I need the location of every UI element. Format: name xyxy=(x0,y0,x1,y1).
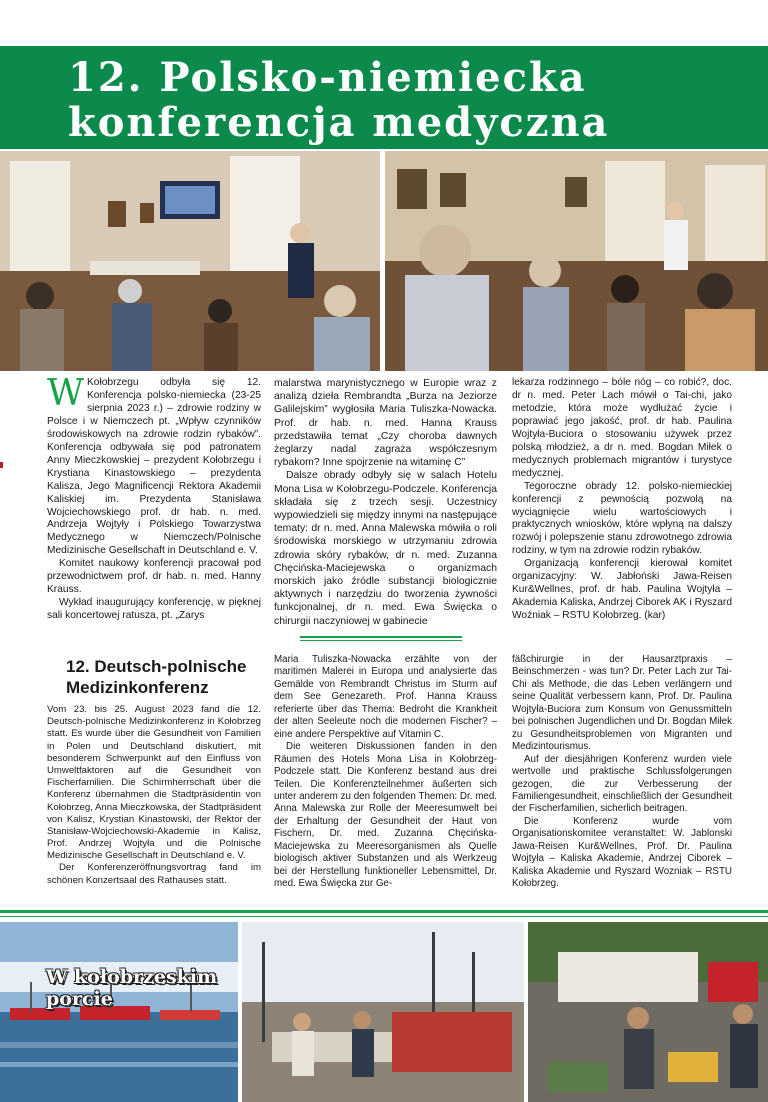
harbour-caption-line-2: porcie xyxy=(46,988,113,1010)
paragraph: Die weiteren Diskussionen fanden in den Räumen des Hotels Mona Lisa in Kołobrzeg-Podczele statt. Die Konferenz bestand aus drei Teilen. Die Konferenzteilnehmer äußerten sich unter anderem zu den folgenden Themen: Dr. med. Anna Malewska zur Rolle der Meeresumwelt bei der Erhaltung der Gesundheit der Haut von Fischern, Dr. med. Zuzanna Chęcińska-Maciejewska zu Meeresorganismen als Quelle biologisch aktiver Substanzen und als Werkzeug bei der Herstellung funktioneller Lebensmittel, Dr. med. Ewa Święcka zur Ge- xyxy=(274,741,497,890)
paragraph: malarstwa marynistycznego w Europie wraz z analizą dzieła Rembrandta „Burza na Jeziorze Galilejskim” wygłosiła Maria Tuliszka-Nowacka. Prof. dr hab. n. med. Hanna Krauss przedstawiła temat „Czy choroba dawnych żeglarzy nadal zagraża współczesnym rybakom? Inne spojrzenie na witaminę C” xyxy=(274,378,497,469)
paragraph: Auf der diesjährigen Konferenz wurden viele wertvolle und praktische Schlussfolgerungen gezogen, die zur Verbesserung der Familiengesundheit, einschließlich der Gesundheit der Fischerfamilien, sicherlich beitragen. xyxy=(512,753,732,815)
article-de-column-2 xyxy=(274,654,497,890)
paragraph: Komitet naukowy konferencji pracował pod przewodnictwem prof. dr hab. n. med. Hanny Krauss. xyxy=(47,558,261,596)
paragraph: fäßchirurgie in der Hausarztpraxis – Beinschmerzen - was tun? Dr. Peter Lach zur Tai-Chi als Methode, die das Leben verlängern und seine Qualität verbessern kann, Prof. Dr. Paulina Wojtyła-Buciora zum Konsum von Genussmitteln bei polnischen Jugendlichen und Dr. Bogdan Miłek zu Gesundheitsproblemen von Migranten und Medizintourismus. xyxy=(512,654,732,753)
headline-line-1: 12. Polsko-niemiecka xyxy=(68,54,587,101)
headline-line-2: konferencja medyczna xyxy=(68,99,610,146)
article-de-title-line-1: 12. Deutsch-polnische xyxy=(66,657,247,676)
harbour-caption-line-1: W kołobrzeskim xyxy=(46,966,218,988)
article-pl-column-3 xyxy=(512,377,732,635)
paragraph: lekarza rodzinnego – bóle nóg – co robić?, doc. dr n. med. Peter Lach mówił o Tai-chi, jako metodzie, która może wydłużać życie i poprawiać jego jakość, prof. dr hab. Paulina Wojtyła-Buciora o stosowaniu używek przez polską młodzież, a dr n. med. Bogdan Miłek o medycznych problemach migrantów i turystyce medycznej. xyxy=(512,377,732,479)
article-de-column-3 xyxy=(512,654,732,890)
section-divider xyxy=(300,636,462,638)
bottom-rule xyxy=(0,910,768,913)
paragraph: Maria Tuliszka-Nowacka erzählte von der maritimen Malerei in Europa und analysierte das Gemälde von Rembrandt Christus im Sturm auf dem See Genezareth. Prof. Hanna Krauss referierte über das Thema: Bedroht die Krankheit der alten Seeleute noch die modernen Fischer? – eine andere Perspektive auf Vitamin C. xyxy=(274,654,497,740)
side-marker xyxy=(0,462,3,468)
article-pl-column-1 xyxy=(47,373,261,635)
bottom-rule xyxy=(0,916,768,917)
harbour-photo-boats xyxy=(0,922,238,1102)
article-de-title xyxy=(66,656,246,698)
paragraph: Der Konferenzeröffnungsvortrag fand im schönen Konzertsaal des Rathauses statt. xyxy=(47,862,261,886)
paragraph: Die Konferenz wurde vom Organisationskomitee veranstaltet: W. Jablonski Jawa-Reisen Kur&Wellnes, Prof. Dr. Paulina Wojtyła – Kaliska Akademie, Andrzej Ciborek – Kaliska Akademie und Ryszard Wozniak – RSTU Kołobrzeg. xyxy=(512,815,732,890)
paragraph: Kołobrzegu odbyła się 12. Konferencja polsko-niemiecka (23-25 sierpnia 2023 r.) – zdrowie rodziny w Polsce i w Niemczech pt. „Wpływ czynników środowiskowych na zdrowie rodzin rybaków”. Konferencja odbywała się pod patronatem Anny Mieczkowskiej – prezydent Kołobrzegu i Krystiana Kinastowskiego – prezydenta Kalisza, Jego Magnificencji Rektora Akademii Kaliskiej im. Prezydenta Stanisława Wojciechowskiego prof. dr hab. n. med. Andrzeja Wojtyły i Polskiego Towarzystwa Medycznego w Niemczech/Polnische Medizinische Gesellschaft in Deutschland e. V. xyxy=(47,377,261,557)
paragraph: Tegoroczne obrady 12. polsko-niemieckiej konferencji z pewnością pozwolą na wyciągnięcie wielu wartościowych i praktycznych wniosków, które wpłyną na dalszy rozwój i polepszenie stanu zdrowotnego zdrowia rodziny, w tym na zdrowie rodzin rybaków. xyxy=(512,480,732,557)
article-de-column-1 xyxy=(47,704,261,890)
article-pl-column-2 xyxy=(274,377,497,635)
harbour-photo-fishermen xyxy=(242,922,524,1102)
section-divider xyxy=(300,640,462,641)
harbour-photo-catch xyxy=(528,922,768,1102)
drop-cap: W xyxy=(47,373,85,414)
article-de-title-line-2: Medizinkonferenz xyxy=(66,678,209,697)
paragraph: Vom 23. bis 25. August 2023 fand die 12. Deutsch-polnische Medizinkonferenz in Kołobrzeg statt. Es wurde über die Gesundheit von Familien in Polen und Deutschland diskutiert, mit besonderem Schwerpunkt auf den Einfluss von Umweltfaktoren auf die Gesundheit von Fischerfamilien. Die Schirmherrschaft über die Konferenz übernahmen die Stadtpräsidentin von Kołobrzeg, Anna Mieczkowska, der Stadtpräsident von Kalisz, Krystian Kinastowski, der Rektor der Stanisław-Wojciechowski-Akademie in Kalisz, Prof. Andrzej Wojtyła und die Polnische Medizinische Gesellschaft in Deutschland e. V. xyxy=(47,704,261,862)
harbour-caption xyxy=(46,966,217,1010)
conference-photo-speaker xyxy=(0,151,380,371)
conference-photo-audience xyxy=(385,151,768,371)
paragraph: Dalsze obrady odbyły się w salach Hotelu Mona Lisa w Kołobrzegu-Podczele. Konferencja składała się z trzech sesji. Uczestnicy wypowiedzieli się między innymi na następujące tematy: dr n. med. Anna Malewska mówiła o roli środowiska morskiego w utrzymaniu zdrowia zdrowia skóry rybaków, dr n. med. Zuzanna Chęcińska-Maciejewska o organizmach morskich jako źródle substancji biologicznie aktywnych i narzędziu do tworzenia żywności funkcjonalnej, dr n. med. Ewa Święcka o chirurgii naczyniowej w gabinecie xyxy=(274,470,497,627)
paragraph: Wykład inaugurujący konferencję, w pięknej sali koncertowej ratusza, pt. „Zarys xyxy=(47,597,261,622)
paragraph: Organizacją konferencji kierował komitet organizacyjny: W. Jabłoński Jawa-Reisen Kur&Wellnes, prof. dr hab. Paulina Wojtyła – Akademia Kaliska, Andrzej Ciborek AK i Ryszard Woźniak – RSTU Kołobrzeg. (kar) xyxy=(512,558,732,622)
